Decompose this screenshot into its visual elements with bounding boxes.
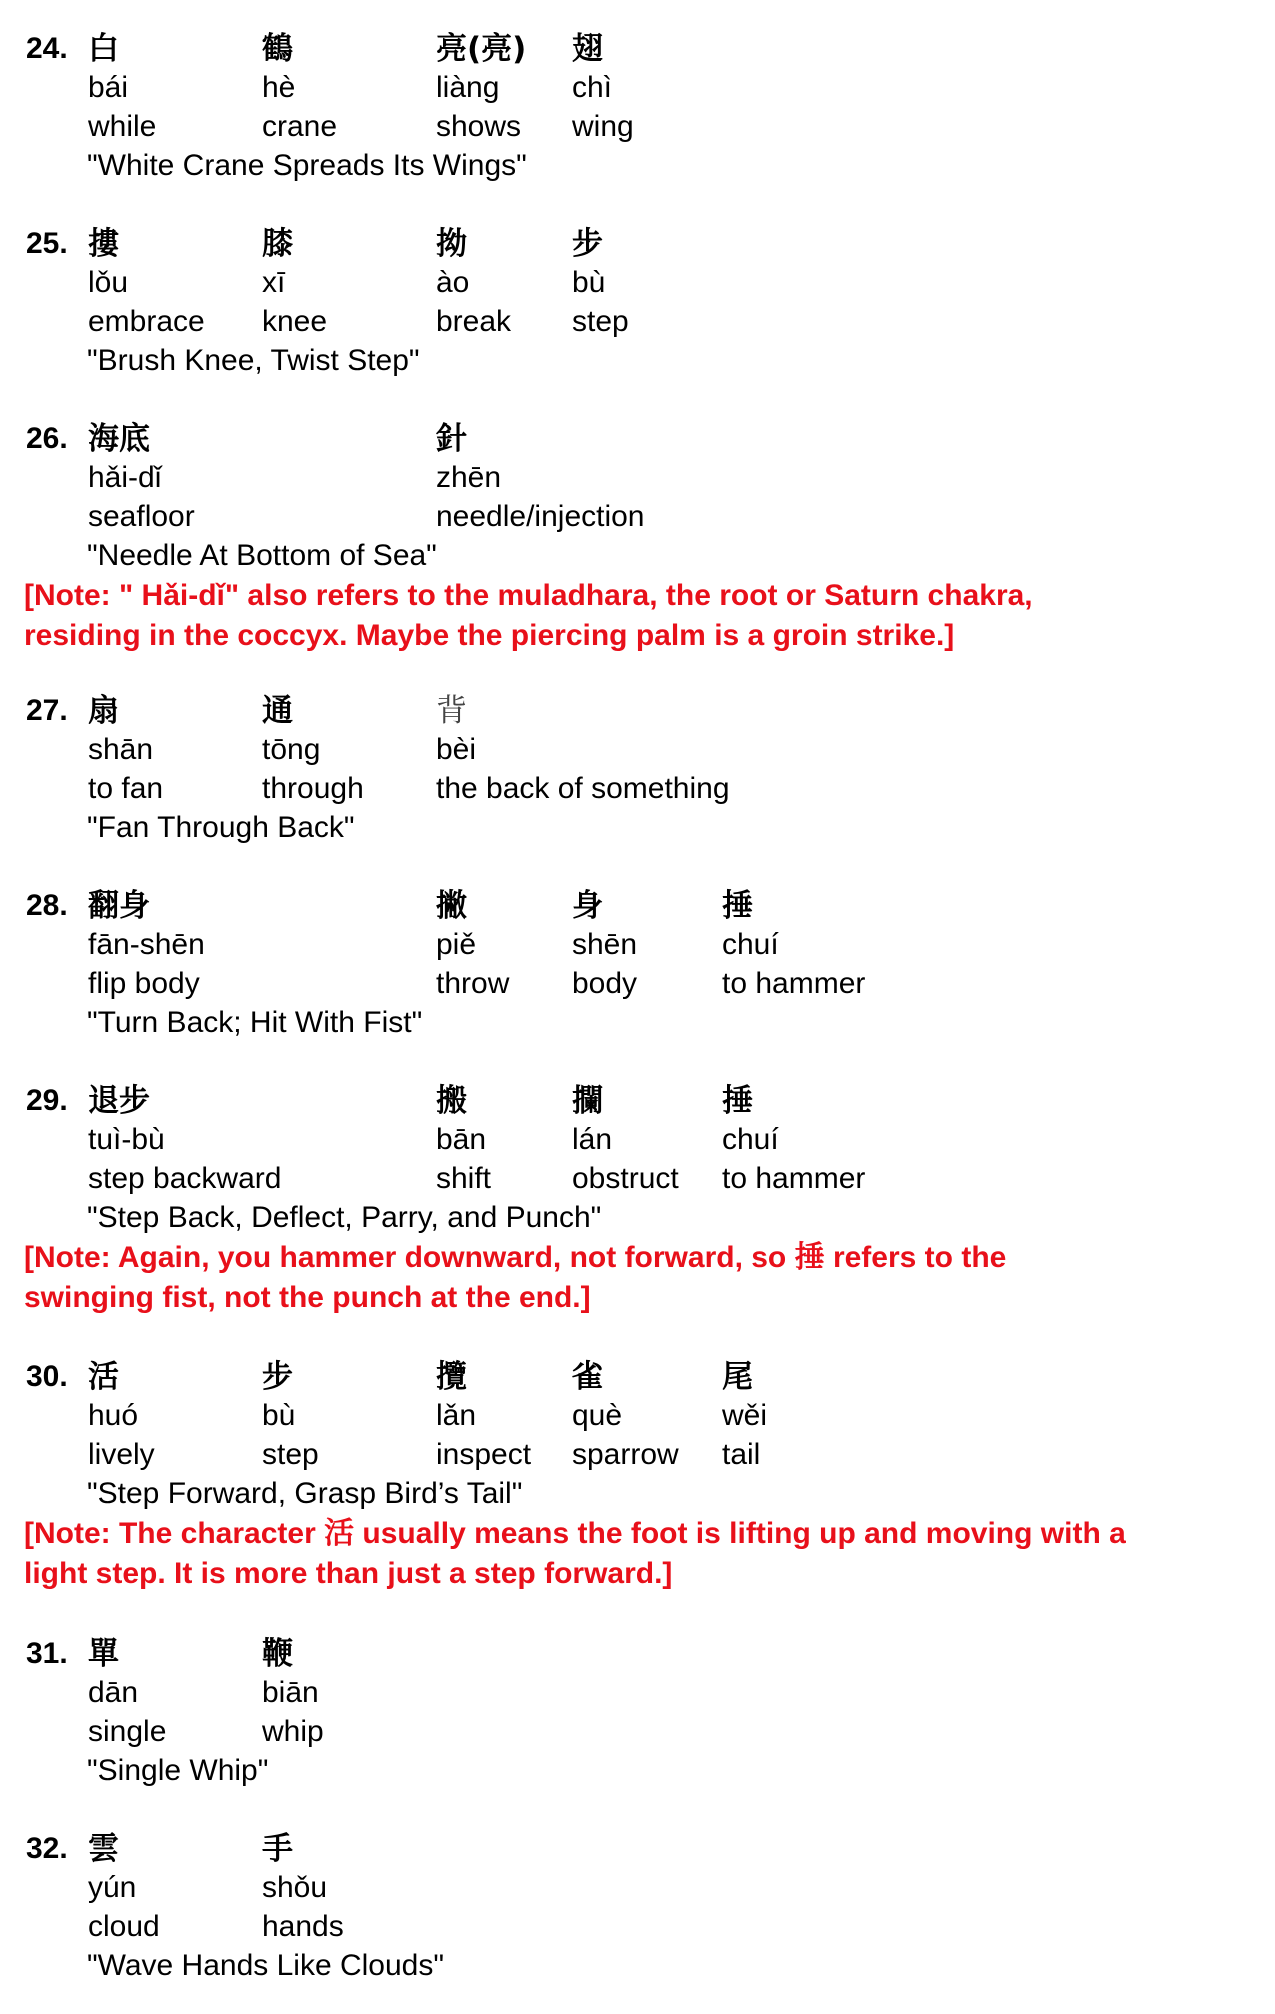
chars-row <box>0 692 1275 730</box>
note-text: refers to the <box>824 1241 1007 1274</box>
english-row <box>0 770 1275 808</box>
note-line <box>24 1238 1254 1278</box>
gloss: to fan <box>88 772 164 805</box>
hanzi: 活 <box>88 1359 119 1395</box>
note-text: [Note: The character <box>24 1517 325 1550</box>
entry-number: 31. <box>26 1637 68 1670</box>
pinyin-row <box>0 264 1275 302</box>
hanzi: 搬 <box>436 1083 467 1119</box>
gloss: lively <box>88 1438 155 1471</box>
pinyin-row <box>0 731 1275 769</box>
gloss: through <box>262 772 364 805</box>
form-name: "Turn Back; Hit With Fist" <box>87 1006 423 1039</box>
gloss: to hammer <box>722 1162 866 1195</box>
pinyin: dān <box>88 1676 139 1709</box>
chars-row <box>0 30 1275 68</box>
gloss: step <box>572 305 629 338</box>
gloss: while <box>88 110 157 143</box>
chars-row <box>0 1358 1275 1396</box>
hanzi: 亮(亮) <box>436 31 527 67</box>
form-name: "Step Forward, Grasp Bird’s Tail" <box>87 1477 523 1510</box>
note <box>24 576 1254 656</box>
chars-row <box>0 420 1275 458</box>
note-line: swinging fist, not the punch at the end.] <box>24 1281 591 1314</box>
hanzi: 退步 <box>88 1083 150 1119</box>
pinyin: bān <box>436 1123 487 1156</box>
gloss: crane <box>262 110 338 143</box>
pinyin-row <box>0 926 1275 964</box>
entry-number: 32. <box>26 1832 68 1865</box>
gloss: shows <box>436 110 522 143</box>
english-row <box>0 1160 1275 1198</box>
pinyin: xī <box>262 266 286 299</box>
note-line <box>24 1514 1254 1554</box>
gloss: shift <box>436 1162 492 1195</box>
hanzi: 膝 <box>262 226 293 262</box>
hanzi: 白 <box>88 31 119 67</box>
pinyin-row <box>0 1121 1275 1159</box>
note-hanzi: 活 <box>324 1516 355 1551</box>
hanzi: 海底 <box>88 421 150 457</box>
pinyin: tōng <box>262 733 321 766</box>
pinyin: piě <box>436 928 477 961</box>
pinyin: hǎi-dǐ <box>88 461 162 494</box>
pinyin: wěi <box>722 1399 768 1432</box>
pinyin: shān <box>88 733 154 766</box>
pinyin: zhēn <box>436 461 502 494</box>
hanzi: 摟 <box>88 226 119 262</box>
gloss: sparrow <box>572 1438 679 1471</box>
pinyin-row <box>0 69 1275 107</box>
entry-number: 27. <box>26 694 68 727</box>
form-name: "Wave Hands Like Clouds" <box>87 1949 445 1982</box>
english-row <box>0 1436 1275 1474</box>
english-row <box>0 1713 1275 1751</box>
hanzi: 翻身 <box>88 888 150 924</box>
gloss: tail <box>722 1438 761 1471</box>
hanzi: 攬 <box>436 1359 467 1395</box>
pinyin: yún <box>88 1871 137 1904</box>
pinyin: shǒu <box>262 1871 328 1904</box>
hanzi: 步 <box>262 1359 293 1395</box>
hanzi: 捶 <box>722 1083 753 1119</box>
english-row <box>0 108 1275 146</box>
gloss: obstruct <box>572 1162 679 1195</box>
hanzi: 鞭 <box>262 1636 293 1672</box>
hanzi: 步 <box>572 226 603 262</box>
hanzi: 身 <box>572 888 603 924</box>
form-name: "Fan Through Back" <box>87 811 355 844</box>
hanzi: 手 <box>262 1831 293 1867</box>
entry-number: 29. <box>26 1084 68 1117</box>
pinyin: liàng <box>436 71 500 104</box>
gloss: break <box>436 305 512 338</box>
english-row <box>0 303 1275 341</box>
english-row <box>0 1908 1275 1946</box>
chars-row <box>0 1830 1275 1868</box>
gloss: the back of something <box>436 772 730 805</box>
english-row <box>0 498 1275 536</box>
pinyin: bù <box>572 266 606 299</box>
gloss: to hammer <box>722 967 866 1000</box>
gloss: cloud <box>88 1910 160 1943</box>
pinyin: shēn <box>572 928 638 961</box>
pinyin: bèi <box>436 733 477 766</box>
entry-number: 26. <box>26 422 68 455</box>
gloss: step backward <box>88 1162 282 1195</box>
pinyin: huó <box>88 1399 139 1432</box>
gloss: step <box>262 1438 319 1471</box>
chars-row <box>0 887 1275 925</box>
chars-row <box>0 225 1275 263</box>
hanzi: 雀 <box>572 1359 603 1395</box>
pinyin: lǒu <box>88 266 129 299</box>
entry-number: 25. <box>26 227 68 260</box>
hanzi: 單 <box>88 1636 119 1672</box>
hanzi: 撇 <box>436 888 467 924</box>
pinyin: fān-shēn <box>88 928 205 961</box>
note-text: [Note: Again, you hammer downward, not forward, so <box>24 1241 795 1274</box>
gloss: knee <box>262 305 328 338</box>
gloss: whip <box>262 1715 324 1748</box>
hanzi: 針 <box>436 421 467 457</box>
pinyin: chì <box>572 71 613 104</box>
hanzi: 雲 <box>88 1831 119 1867</box>
pinyin: hè <box>262 71 296 104</box>
gloss: hands <box>262 1910 344 1943</box>
chars-row <box>0 1635 1275 1673</box>
hanzi: 鶴 <box>262 31 293 67</box>
gloss: throw <box>436 967 510 1000</box>
gloss: single <box>88 1715 167 1748</box>
pinyin-row <box>0 459 1275 497</box>
chars-row <box>0 1082 1275 1120</box>
hanzi: 尾 <box>722 1359 753 1395</box>
hanzi: 攔 <box>572 1083 603 1119</box>
hanzi: 通 <box>262 693 293 729</box>
note-text: usually means the foot is lifting up and moving with a <box>354 1517 1126 1550</box>
note-line: light step. It is more than just a step forward.] <box>24 1557 673 1590</box>
gloss: body <box>572 967 638 1000</box>
pinyin: chuí <box>722 928 779 961</box>
note-line: residing in the coccyx. Maybe the piercing palm is a groin strike.] <box>24 619 955 652</box>
gloss: inspect <box>436 1438 532 1471</box>
pinyin: bái <box>88 71 129 104</box>
pinyin: ào <box>436 266 470 299</box>
english-row <box>0 965 1275 1003</box>
entry-number: 24. <box>26 32 68 65</box>
pinyin-row <box>0 1397 1275 1435</box>
gloss: seafloor <box>88 500 195 533</box>
hanzi: 背 <box>436 693 467 729</box>
hanzi: 拗 <box>436 226 467 262</box>
note <box>24 1514 1254 1594</box>
pinyin: què <box>572 1399 623 1432</box>
note-line: [Note: " Hǎi-dǐ" also refers to the muladhara, the root or Saturn chakra, <box>24 579 1033 612</box>
pinyin-row <box>0 1869 1275 1907</box>
form-name: "Single Whip" <box>87 1754 269 1787</box>
pinyin: biān <box>262 1676 319 1709</box>
gloss: embrace <box>88 305 205 338</box>
form-name: "Brush Knee, Twist Step" <box>87 344 420 377</box>
pinyin: tuì-bù <box>88 1123 165 1156</box>
hanzi: 翅 <box>572 31 603 67</box>
hanzi: 扇 <box>88 693 119 729</box>
form-name: "Step Back, Deflect, Parry, and Punch" <box>87 1201 602 1234</box>
pinyin: chuí <box>722 1123 779 1156</box>
form-name: "White Crane Spreads Its Wings" <box>87 149 527 182</box>
note-hanzi: 捶 <box>794 1240 825 1275</box>
pinyin: lǎn <box>436 1399 477 1432</box>
hanzi: 捶 <box>722 888 753 924</box>
gloss: flip body <box>88 967 200 1000</box>
note <box>24 1238 1254 1318</box>
entry-number: 30. <box>26 1360 68 1393</box>
entry-number: 28. <box>26 889 68 922</box>
pinyin-row <box>0 1674 1275 1712</box>
pinyin: lán <box>572 1123 613 1156</box>
gloss: wing <box>572 110 634 143</box>
gloss: needle/injection <box>436 500 645 533</box>
pinyin: bù <box>262 1399 296 1432</box>
form-name: "Needle At Bottom of Sea" <box>87 539 437 572</box>
